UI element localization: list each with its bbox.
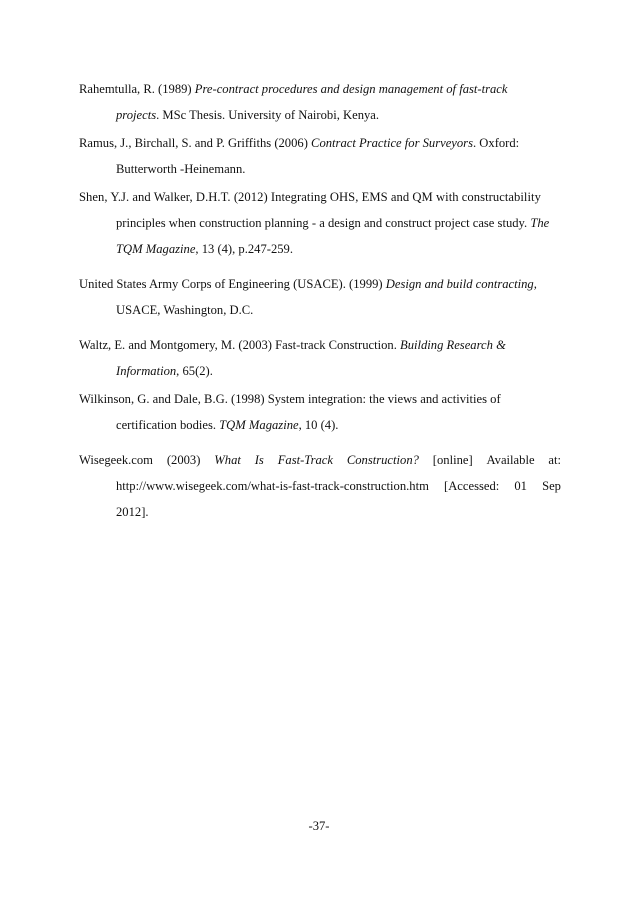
reference-text: . Oxford: xyxy=(473,136,520,150)
page-number: -37- xyxy=(308,819,330,833)
reference-text: Rahemtulla, R. (1989) xyxy=(79,82,195,96)
reference-text: Waltz, E. and Montgomery, M. (2003) Fast-track Construction. xyxy=(79,338,400,352)
reference-title: Design and build contracting, xyxy=(385,277,537,291)
reference-line xyxy=(79,358,561,384)
reference-text: , 65(2). xyxy=(176,364,213,378)
reference-text: certification bodies. xyxy=(116,418,220,432)
reference-usace xyxy=(79,271,561,323)
reference-list xyxy=(79,76,561,525)
reference-word: http://www.wisegeek.com/what-is-fast-track-construction.htm xyxy=(116,479,429,493)
reference-text: . MSc Thesis. University of Nairobi, Kenya. xyxy=(156,108,380,122)
reference-line: 2012]. xyxy=(116,505,149,519)
reference-title: The xyxy=(530,216,550,230)
reference-wilkinson xyxy=(79,386,561,438)
reference-text: , 13 (4), p.247-259. xyxy=(195,242,293,256)
reference-line xyxy=(79,271,561,297)
reference-title: Building Research & xyxy=(400,338,506,352)
reference-shen xyxy=(79,184,561,262)
reference-line: USACE, Washington, D.C. xyxy=(116,303,254,317)
reference-line xyxy=(79,210,561,236)
reference-line xyxy=(79,332,561,358)
reference-line xyxy=(79,76,561,102)
reference-line xyxy=(79,236,561,262)
reference-word: Construction? xyxy=(346,453,419,467)
reference-word: at: xyxy=(548,453,561,467)
reference-word: 01 xyxy=(514,479,527,493)
reference-rahemtulla xyxy=(79,76,561,128)
reference-line xyxy=(79,130,561,156)
reference-text: Ramus, J., Birchall, S. and P. Griffiths (2006) xyxy=(79,136,312,150)
reference-line xyxy=(79,412,561,438)
reference-line xyxy=(79,473,561,499)
reference-word: Wisegeek.com xyxy=(79,453,153,467)
reference-line: Wilkinson, G. and Dale, B.G. (1998) System integration: the views and activities of xyxy=(79,392,501,406)
reference-line xyxy=(79,447,561,473)
reference-wisegeek xyxy=(79,447,561,525)
reference-title: TQM Magazine xyxy=(116,242,196,256)
reference-title: projects xyxy=(116,108,157,122)
reference-line: Shen, Y.J. and Walker, D.H.T. (2012) Integrating OHS, EMS and QM with constructability xyxy=(79,190,541,204)
reference-word: Sep xyxy=(542,479,561,493)
reference-word: What xyxy=(214,453,241,467)
reference-line xyxy=(79,102,561,128)
reference-word: [online] xyxy=(432,453,473,467)
reference-line: Butterworth -Heinemann. xyxy=(116,162,246,176)
reference-waltz xyxy=(79,332,561,384)
reference-text: , 10 (4). xyxy=(298,418,339,432)
reference-title: TQM Magazine xyxy=(219,418,299,432)
reference-text: principles when construction planning - a design and construct project case study. xyxy=(116,216,531,230)
reference-ramus xyxy=(79,130,561,182)
reference-title: Contract Practice for Surveyors xyxy=(311,136,473,150)
reference-word: Available xyxy=(486,453,535,467)
reference-word: [Accessed: xyxy=(444,479,500,493)
reference-word: (2003) xyxy=(166,453,201,467)
reference-word: Is xyxy=(254,453,264,467)
reference-text: United States Army Corps of Engineering (USACE). (1999) xyxy=(79,277,386,291)
reference-title: Information xyxy=(116,364,177,378)
reference-title: Pre-contract procedures and design management of fast-track xyxy=(194,82,508,96)
reference-word: Fast-Track xyxy=(277,453,333,467)
